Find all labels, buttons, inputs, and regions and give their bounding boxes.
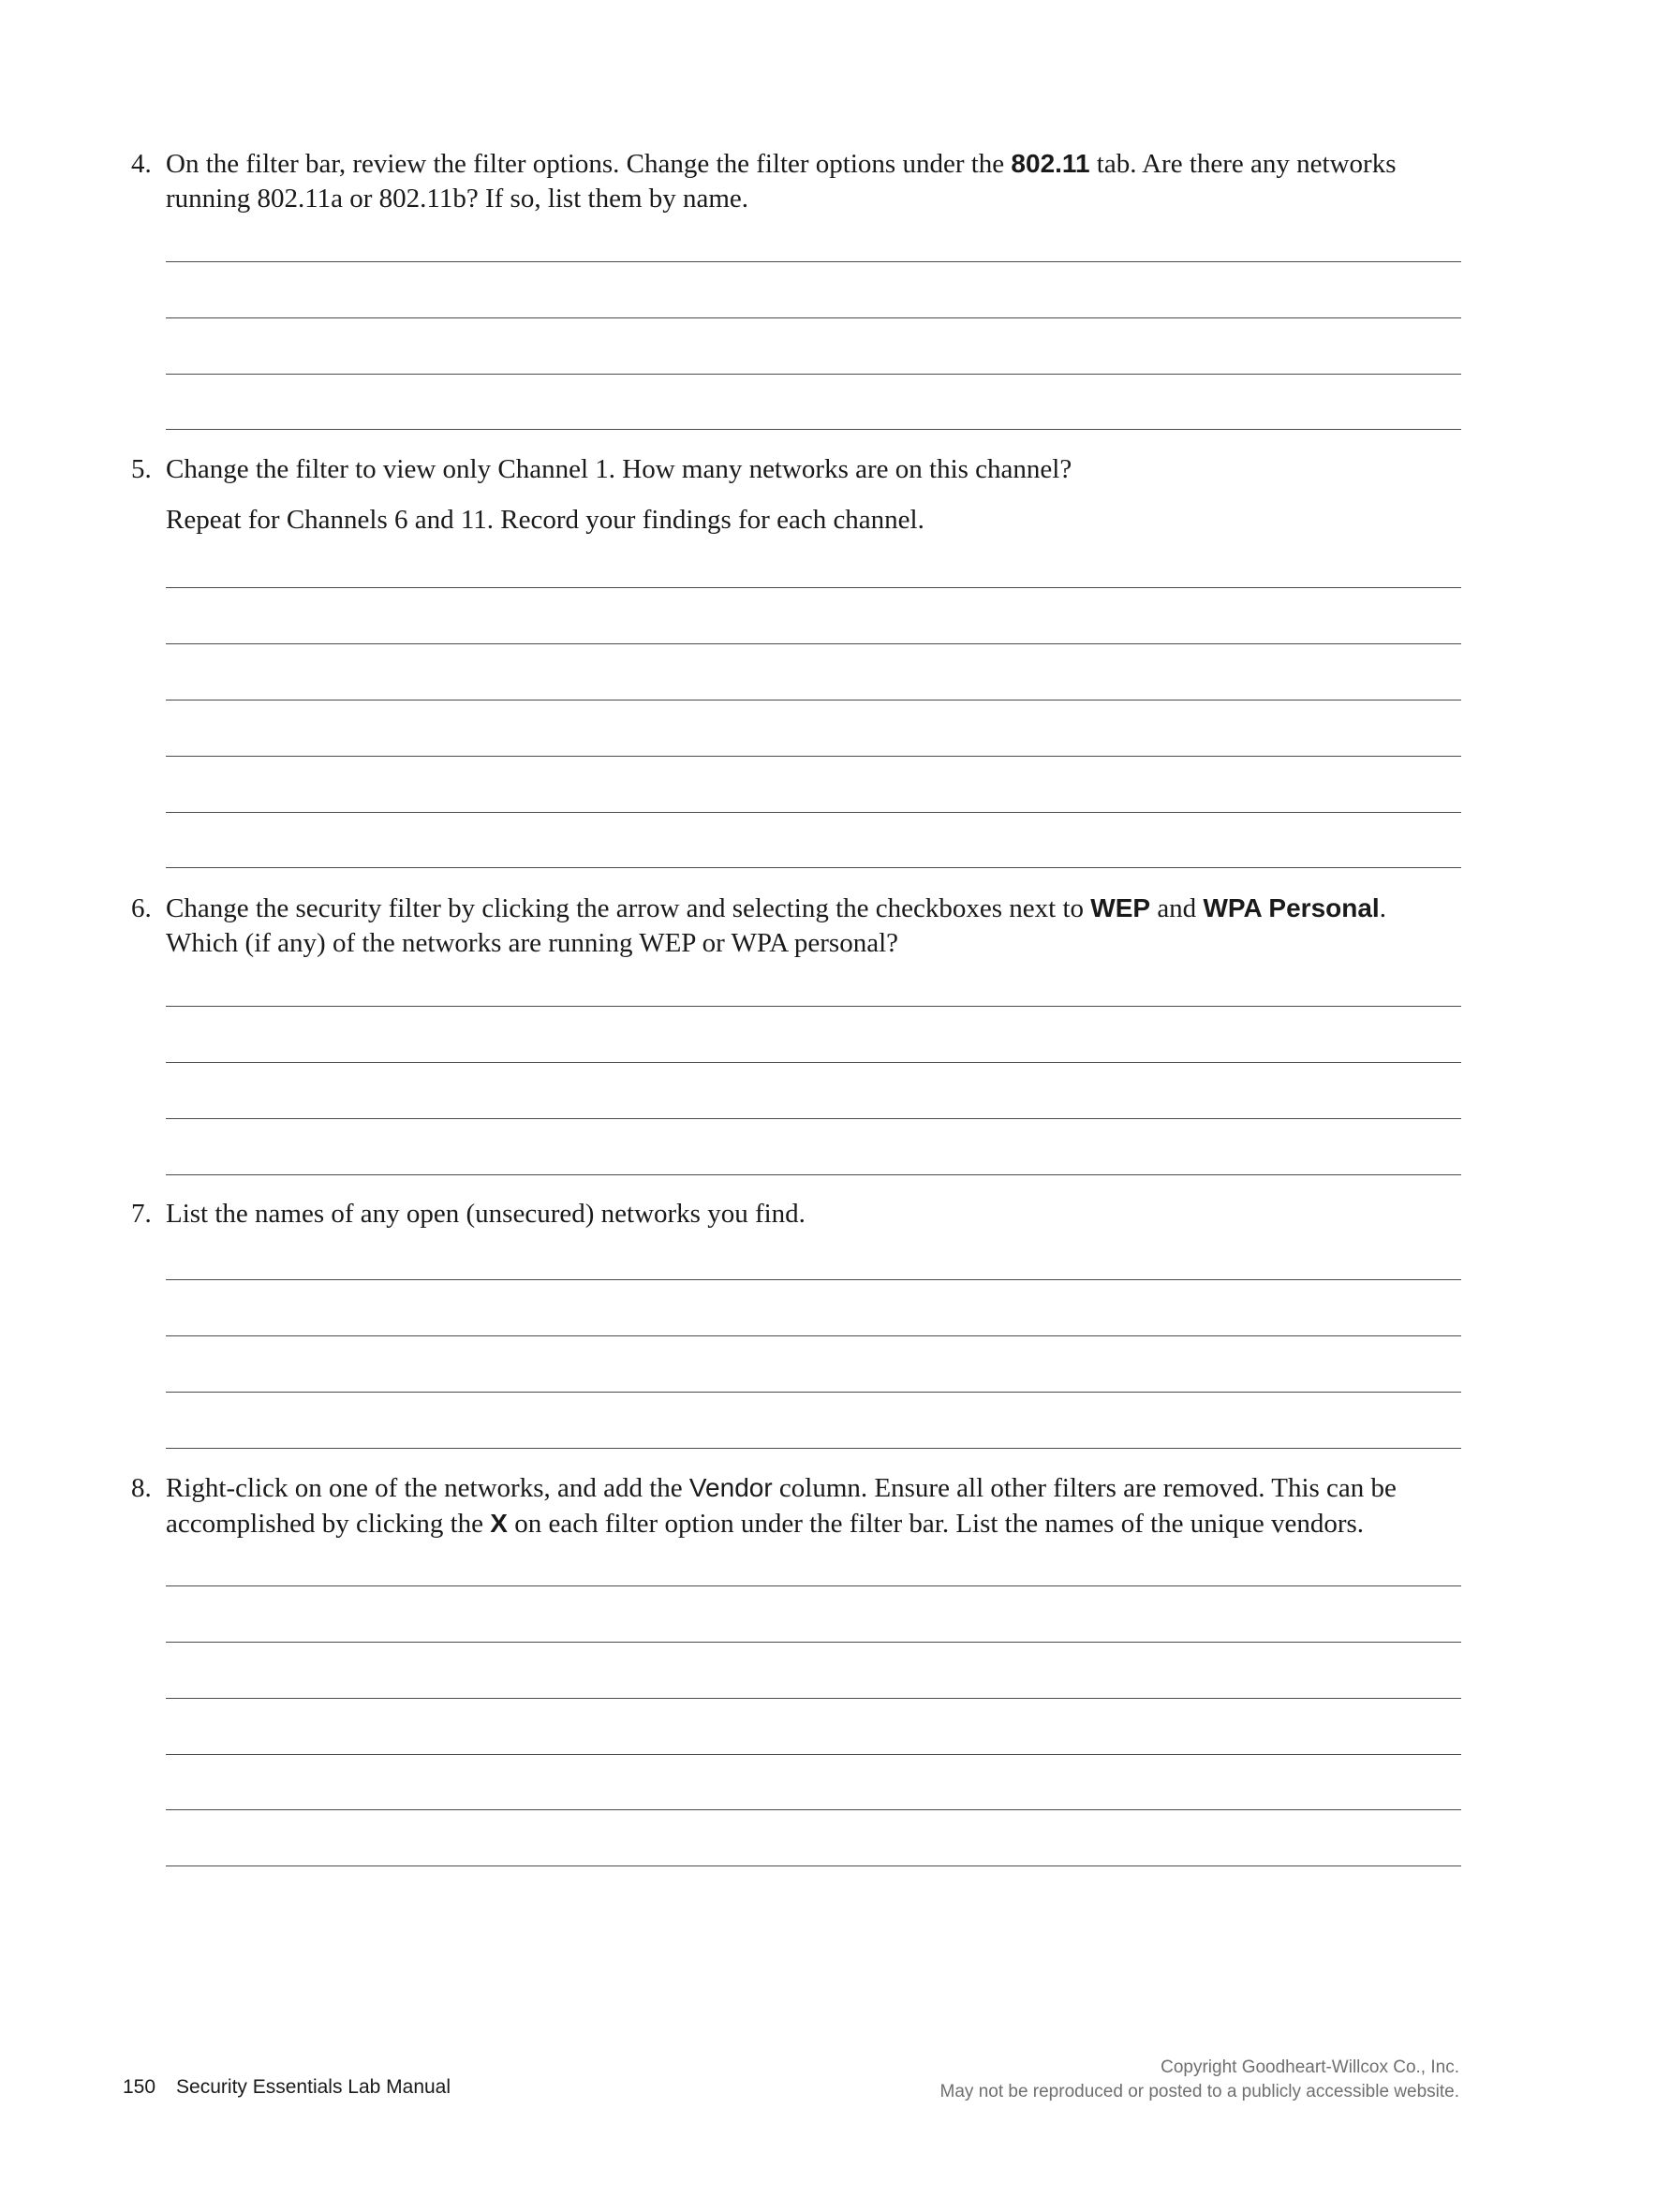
question-8-line-2: accomplished by clicking the X on each filter option under the filter bar. List the names of the unique vendors. (166, 1509, 1365, 1539)
answer-line[interactable] (166, 374, 1461, 375)
answer-line[interactable] (166, 429, 1461, 430)
answer-line[interactable] (166, 756, 1461, 757)
answer-line[interactable] (166, 643, 1461, 644)
answer-line[interactable] (166, 1174, 1461, 1175)
checkbox-label-wep: WEP (1090, 893, 1151, 922)
answer-line[interactable] (166, 812, 1461, 813)
answer-line[interactable] (166, 1754, 1461, 1755)
copyright-line: Copyright Goodheart-Willcox Co., Inc. (1161, 2057, 1459, 2077)
answer-line[interactable] (166, 317, 1461, 318)
answer-line[interactable] (166, 1698, 1461, 1699)
question-4-line-2: running 802.11a or 802.11b? If so, list them by name. (166, 184, 749, 214)
page-footer-left (123, 2076, 451, 2099)
question-6-line-1: 6. Change the security filter by clicking the arrow and selecting the checkboxes next to WEP and WPA Personal. (131, 891, 1461, 926)
page-number: 150 (123, 2076, 156, 2098)
copyright-notice (940, 2056, 1459, 2104)
answer-line[interactable] (166, 261, 1461, 262)
answer-line[interactable] (166, 1809, 1461, 1810)
question-7 (131, 1197, 1461, 1231)
answer-line[interactable] (166, 1279, 1461, 1280)
question-5-line-2: Repeat for Channels 6 and 11. Record your findings for each channel. (166, 505, 924, 535)
question-4 (131, 146, 1461, 216)
question-5 (131, 452, 1461, 487)
tab-name-802-11: 802.11 (1011, 149, 1090, 178)
checkbox-label-wpa-personal: WPA Personal (1203, 893, 1380, 922)
question-8 (131, 1470, 1461, 1541)
question-5-followup (131, 503, 1461, 538)
question-number: 8. (131, 1473, 152, 1503)
answer-line[interactable] (166, 1585, 1461, 1586)
remove-filter-x: X (490, 1509, 508, 1538)
answer-line[interactable] (166, 1062, 1461, 1063)
answer-line[interactable] (166, 1865, 1461, 1866)
question-7-line-1: 7. List the names of any open (unsecured) networks you find. (131, 1197, 1461, 1231)
question-number: 4. (131, 149, 152, 179)
reproduction-notice: May not be reproduced or posted to a publicly accessible website. (939, 2082, 1459, 2101)
answer-line[interactable] (166, 1392, 1461, 1393)
answer-line[interactable] (166, 1006, 1461, 1007)
answer-line[interactable] (166, 1335, 1461, 1336)
question-8-line-1: 8. Right-click on one of the networks, and add the Vendor column. Ensure all other filters are removed. This can be (131, 1470, 1461, 1506)
question-number: 6. (131, 893, 152, 923)
question-number: 5. (131, 454, 152, 484)
answer-line[interactable] (166, 1642, 1461, 1643)
question-6 (131, 891, 1461, 961)
answer-line[interactable] (166, 1118, 1461, 1119)
column-name-vendor: Vendor (688, 1473, 773, 1502)
question-6-line-2: Which (if any) of the networks are running WEP or WPA personal? (166, 928, 899, 958)
question-number: 7. (131, 1199, 152, 1229)
question-4-line-1: 4. On the filter bar, review the filter options. Change the filter options under the 802.11 tab. Are there any networks (131, 146, 1461, 182)
answer-line[interactable] (166, 587, 1461, 588)
answer-line[interactable] (166, 1448, 1461, 1449)
question-5-line-1: 5. Change the filter to view only Channel 1. How many networks are on this channel? (131, 452, 1461, 487)
answer-line[interactable] (166, 867, 1461, 868)
book-title: Security Essentials Lab Manual (176, 2076, 451, 2098)
